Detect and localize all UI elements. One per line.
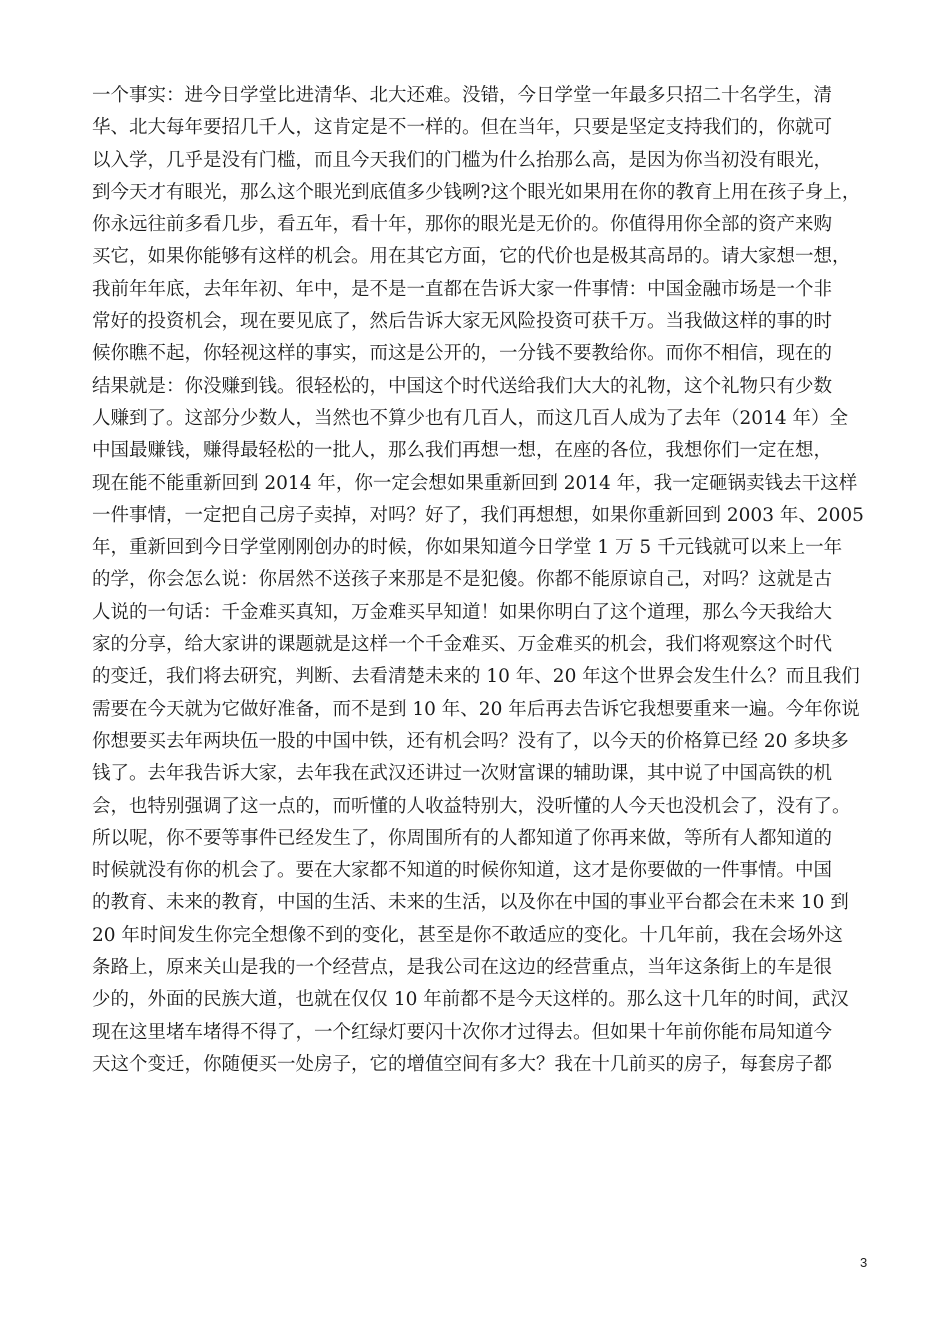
text-line: 的变迁，我们将去研究，判断、去看清楚未来的 10 年、20 年这个世界会发生什么？而且我们 [92, 666, 860, 688]
text-line: 会，也特别强调了这一点的，而听懂的人收益特别大，没听懂的人今天也没机会了，没有了。 [92, 795, 851, 817]
text-line: 结果就是：你没赚到钱。很轻松的，中国这个时代送给我们大大的礼物，这个礼物只有少数 [92, 375, 833, 397]
text-line: 人说的一句话：千金难买真知，万金难买早知道！如果你明白了这个道理，那么今天我给大 [92, 601, 833, 623]
text-line: 时候就没有你的机会了。要在大家都不知道的时候你知道，这才是你要做的一件事情。中国 [92, 860, 833, 882]
text-line: 少的，外面的民族大道，也就在仅仅 10 年前都不是今天这样的。那么这十几年的时间，武汉 [92, 989, 849, 1011]
text-line: 一件事情，一定把自己房子卖掉，对吗？好了，我们再想想，如果你重新回到 2003 年、2005 [92, 504, 864, 526]
text-line: 人赚到了。这部分少数人，当然也不算少也有几百人，而这几百人成为了去年（2014 年）全 [92, 407, 848, 429]
text-line: 常好的投资机会，现在要见底了，然后告诉大家无风险投资可获千万。当我做这样的事的时 [92, 311, 833, 333]
text-line: 家的分享，给大家讲的课题就是这样一个千金难买、万金难买的机会，我们将观察这个时代 [92, 634, 833, 656]
text-line: 候你瞧不起，你轻视这样的事实，而这是公开的，一分钱不要教给你。而你不相信，现在的 [92, 343, 833, 365]
text-line: 的学，你会怎么说：你居然不送孩子来那是不是犯傻。你都不能原谅自己，对吗？这就是古 [92, 569, 833, 591]
text-line: 中国最赚钱，赚得最轻松的一批人，那么我们再想一想，在座的各位，我想你们一定在想， [92, 440, 833, 462]
text-line: 华、北大每年要招几千人，这肯定是不一样的。但在当年，只要是坚定支持我们的，你就可 [92, 117, 833, 139]
text-line: 的教育、未来的教育，中国的生活、未来的生活，以及你在中国的事业平台都会在未来 10 到 [92, 892, 849, 914]
text-line: 需要在今天就为它做好准备，而不是到 10 年、20 年后再去告诉它我想要重来一遍。今年你说 [92, 698, 860, 720]
text-line: 以入学，几乎是没有门槛，而且今天我们的门槛为什么抬那么高，是因为你当初没有眼光， [92, 149, 833, 171]
text-line: 20 年时间发生你完全想像不到的变化，甚至是你不敢适应的变化。十几年前，我在会场外这 [92, 924, 843, 946]
text-line: 现在这里堵车堵得不得了，一个红绿灯要闪十次你才过得去。但如果十年前你能布局知道今 [92, 1021, 833, 1043]
text-line: 你永远往前多看几步，看五年，看十年，那你的眼光是无价的。你值得用你全部的资产来购 [92, 214, 833, 236]
text-line: 你想要买去年两块伍一股的中国中铁，还有机会吗？没有了，以今天的价格算已经 20 多块多 [92, 730, 849, 752]
text-line: 买它，如果你能够有这样的机会。用在其它方面，它的代价也是极其高昂的。请大家想一想， [92, 246, 851, 268]
text-line: 现在能不能重新回到 2014 年，你一定会想如果重新回到 2014 年，我一定砸锅卖钱去干这样 [92, 472, 858, 494]
text-line: 条路上，原来关山是我的一个经营点，是我公司在这边的经营重点，当年这条街上的车是很 [92, 957, 833, 979]
text-line: 我前年年底，去年年初、年中，是不是一直都在告诉大家一件事情：中国金融市场是一个非 [92, 278, 833, 300]
text-line: 天这个变迁，你随便买一处房子，它的增值空间有多大？我在十几前买的房子，每套房子都 [92, 1053, 833, 1075]
body-text [92, 80, 892, 1081]
text-line: 所以呢，你不要等事件已经发生了，你周围所有的人都知道了你再来做，等所有人都知道的 [92, 827, 833, 849]
text-line: 到今天才有眼光，那么这个眼光到底值多少钱咧?这个眼光如果用在你的教育上用在孩子身上， [92, 181, 861, 203]
text-line: 钱了。去年我告诉大家，去年我在武汉还讲过一次财富课的辅助课，其中说了中国高铁的机 [92, 763, 833, 785]
text-line: 一个事实：进今日学堂比进清华、北大还难。没错，今日学堂一年最多只招二十名学生，清 [92, 85, 833, 106]
text-line: 年，重新回到今日学堂刚刚创办的时候，你如果知道今日学堂 1 万 5 千元钱就可以来上一年 [92, 537, 843, 559]
page-number: 3 [860, 1255, 868, 1270]
